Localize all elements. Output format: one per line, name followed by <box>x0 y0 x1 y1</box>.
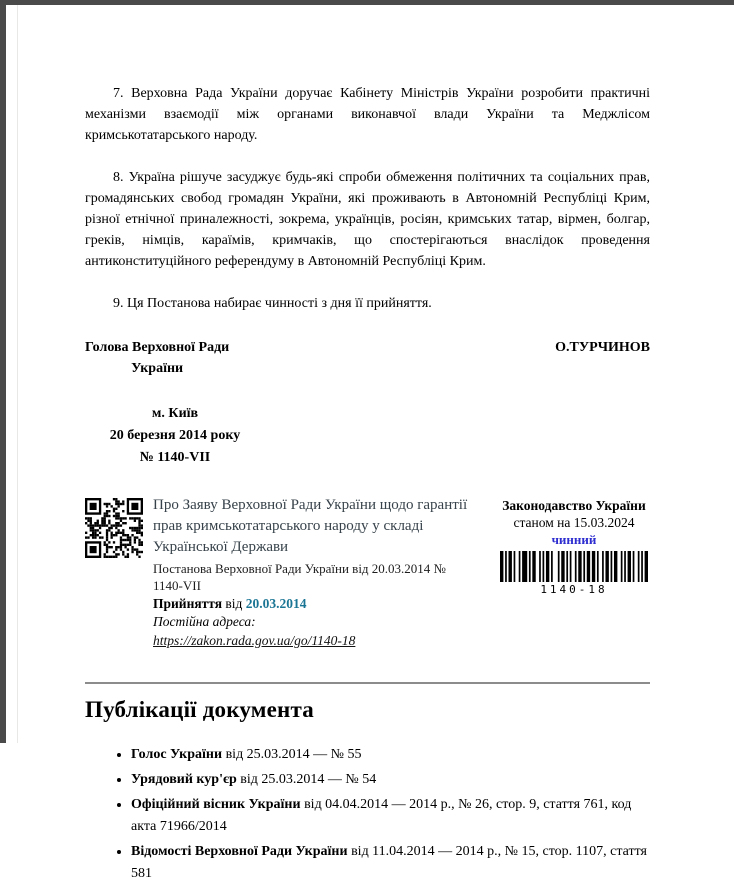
place-city: м. Київ <box>151 406 199 421</box>
adoption-date-link[interactable]: 20.03.2014 <box>245 596 307 611</box>
page-edge-line <box>17 5 18 743</box>
document-subtitle: Постанова Верховної Ради України від 20.03.2014 № 1140-VII <box>153 561 446 593</box>
publication-item <box>131 744 650 766</box>
paragraph-7: 7. Верховна Рада України доручає Кабінету Міністрів України розробити практичні механізми взаємодії між органами виконавчої влади України та Меджлісом кримськотатарського народу. <box>85 86 650 143</box>
barcode-number: 1140-18 <box>540 583 608 596</box>
publication-name: Відомості Верховної Ради України <box>131 844 348 859</box>
permanent-address-link[interactable]: https://zakon.rada.gov.ua/go/1140-18 <box>153 633 356 648</box>
barcode-icon <box>498 551 650 582</box>
status-badge[interactable]: чинний <box>551 532 597 547</box>
publication-name: Офіційний вісник України <box>131 797 301 812</box>
publication-details: від 25.03.2014 — № 55 <box>222 747 362 762</box>
signature-block <box>85 337 650 379</box>
document-page <box>85 0 650 888</box>
signatory-title-line2: України <box>131 361 184 376</box>
legislation-status-card <box>498 497 650 650</box>
viewer-frame-left <box>0 0 6 743</box>
adoption-label: Прийняття <box>153 596 223 611</box>
paragraph-8: 8. Україна рішуче засуджує будь-які спроби обмеження політичних та соціальних прав, громадянських свобод громадян України, які проживають в Автономній Республіці Крим, різної етнічної приналежності, зокрема, українців, росіян, кримських татар, вірмен, болгар, греків, німців, караїмів, кримчаків, що спостерігаються внаслідок проведення антиконституційного референдуму в Автономній Республіці Крим. <box>85 170 650 269</box>
adoption-mid: від <box>225 596 243 611</box>
publications-list <box>85 744 650 885</box>
signatory-title <box>85 337 229 379</box>
publication-details: від 04.04.2014 — 2014 р., № 26, стор. 9, стаття 761, код акта 71966/2014 <box>131 797 632 834</box>
publication-name: Голос України <box>131 747 223 762</box>
publication-details: від 11.04.2014 — 2014 р., № 15, стор. 1107, стаття 581 <box>131 844 647 881</box>
publications-heading: Публікації документа <box>85 697 314 722</box>
document-meta-row <box>85 495 650 650</box>
signatory-title-line1: Голова Верховної Ради <box>85 340 230 355</box>
as-of-date: станом на 15.03.2024 <box>513 515 635 530</box>
publication-details: від 25.03.2014 — № 54 <box>236 772 377 787</box>
document-card <box>153 495 471 650</box>
paragraph-9: 9. Ця Постанова набирає чинності з дня її прийняття. <box>113 296 432 311</box>
publication-item <box>131 841 650 885</box>
publication-item <box>131 794 650 838</box>
publication-item <box>131 769 650 791</box>
adoption-line <box>153 595 471 613</box>
document-title: Про Заяву Верховної Ради України щодо гарантії прав кримськотатарського народу у складі Української Держави <box>153 497 468 555</box>
legislation-title: Законодавство України <box>502 498 646 513</box>
section-divider <box>85 682 650 684</box>
qr-code-icon <box>85 498 143 558</box>
permanent-address-label: Постійна адреса: <box>153 614 256 629</box>
document-number: № 1140-VII <box>139 450 211 465</box>
signatory-name: О.ТУРЧИНОВ <box>555 340 650 355</box>
adoption-date-long: 20 березня 2014 року <box>109 428 241 443</box>
publication-name: Урядовий кур'єр <box>131 772 237 787</box>
place-date-block <box>85 403 265 469</box>
